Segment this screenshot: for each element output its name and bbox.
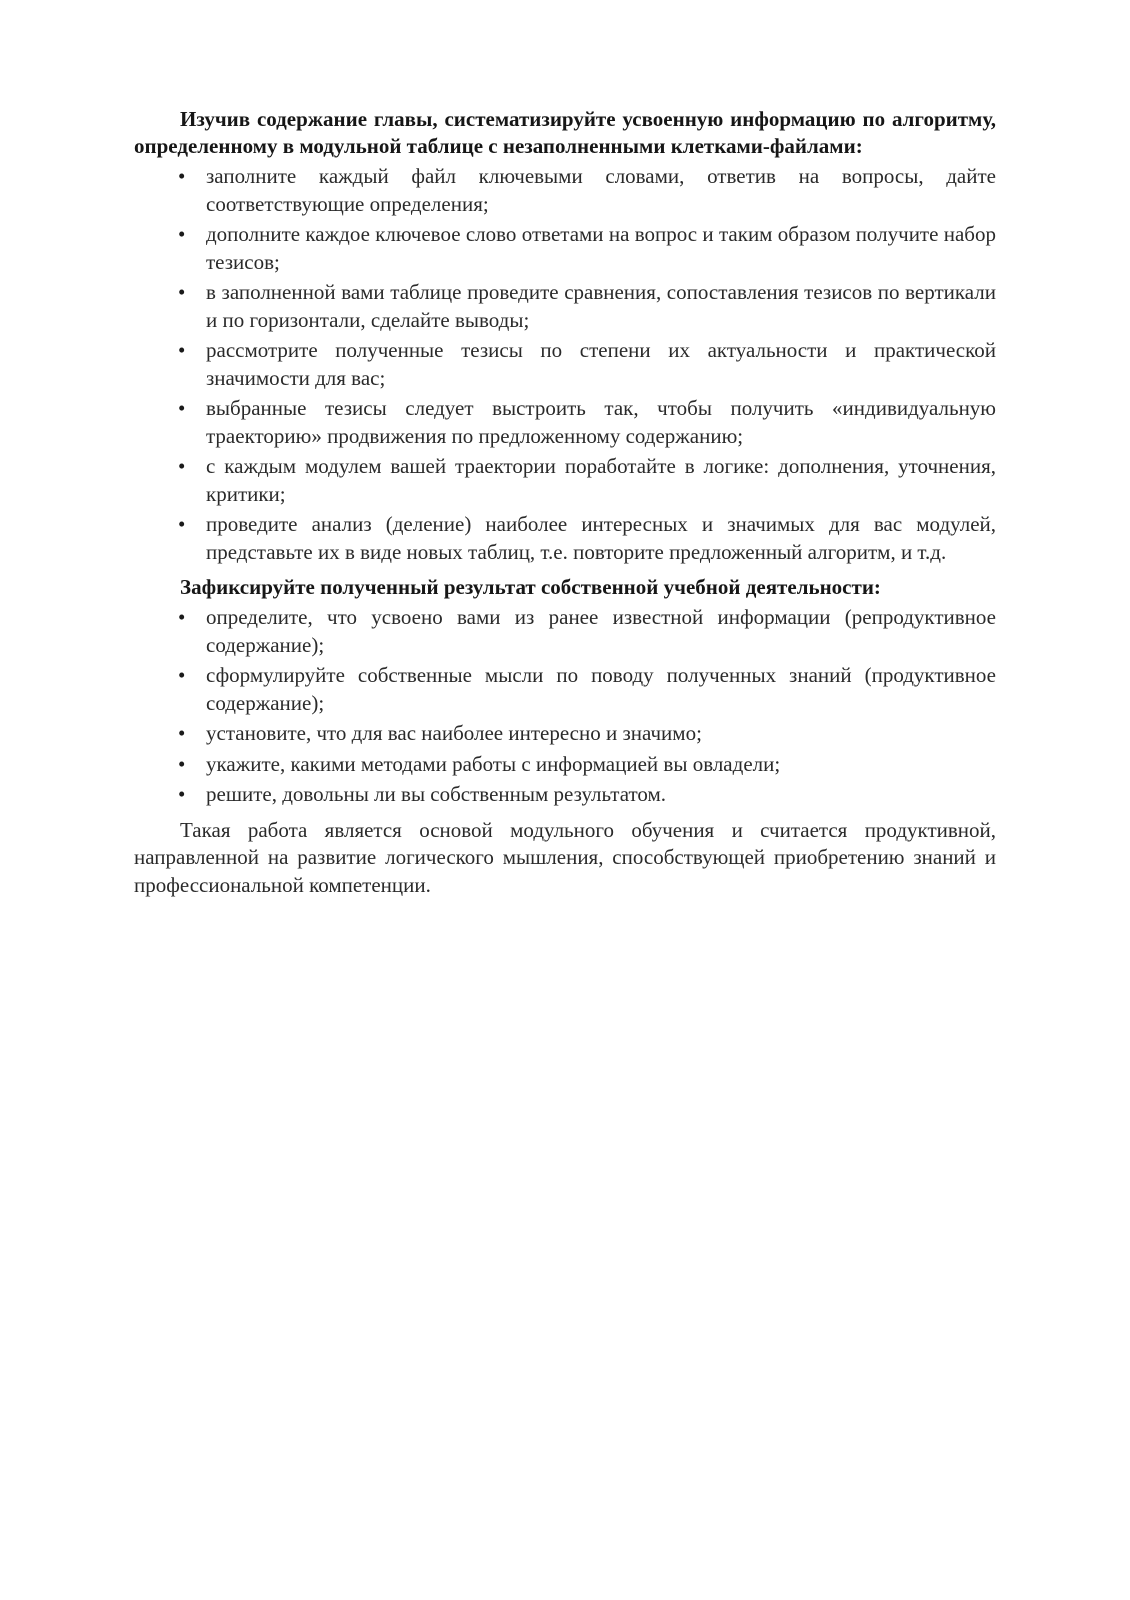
bullet-icon: •: [178, 396, 186, 420]
list-item: [178, 662, 996, 717]
document-page: [134, 106, 996, 899]
list-item: [178, 453, 996, 508]
list-item: [178, 720, 996, 748]
list-item: [178, 337, 996, 392]
list-item-text: рассмотрите полученные тезисы по степени их актуальности и практической значимости для вас;: [206, 338, 996, 390]
list-item: [178, 604, 996, 659]
list-item-text: установите, что для вас наиболее интересно и значимо;: [206, 721, 702, 745]
list-item-text: определите, что усвоено вами из ранее известной информации (репродуктивное содержание);: [206, 605, 996, 657]
list-item: [178, 751, 996, 779]
section1-list: [134, 163, 996, 566]
bullet-icon: •: [178, 751, 186, 776]
bullet-icon: •: [178, 280, 186, 304]
section2-heading: Зафиксируйте полученный результат собственной учебной деятельности:: [180, 575, 881, 599]
list-item-text: проведите анализ (деление) наиболее интересных и значимых для вас модулей, представьте их в виде новых таблиц, т.е. повторите предложенный алгоритм, и т.д.: [206, 512, 996, 564]
bullet-icon: •: [178, 663, 186, 687]
bullet-icon: •: [178, 721, 186, 745]
section1-heading: Изучив содержание главы, систематизируйте усвоенную информацию по алгоритму, определенному в модульной таблице с незаполненными клетками-файлами:: [134, 107, 996, 158]
list-item: [178, 221, 996, 276]
list-item: [178, 395, 996, 450]
list-item-text: сформулируйте собственные мысли по поводу полученных знаний (продуктивное содержание);: [206, 663, 996, 715]
list-item: [178, 511, 996, 566]
list-item: [178, 781, 996, 809]
list-item-text: укажите, какими методами работы с информацией вы овладели;: [206, 751, 781, 776]
list-item-text: с каждым модулем вашей траектории поработайте в логике: дополнения, уточнения, критики;: [206, 454, 996, 506]
list-item-text: заполните каждый файл ключевыми словами, ответив на вопросы, дайте соответствующие определения;: [206, 164, 996, 216]
closing-paragraph: Такая работа является основой модульного обучения и считается продуктивной, направленной на развитие логического мышления, способствующей приобретению знаний и профессиональной компетенции.: [134, 817, 996, 897]
list-item: [178, 279, 996, 334]
bullet-icon: •: [178, 338, 186, 362]
list-item-text: выбранные тезисы следует выстроить так, чтобы получить «индивидуальную траекторию» продвижения по предложенному содержанию;: [206, 396, 996, 448]
bullet-icon: •: [178, 222, 186, 246]
list-item-text: дополните каждое ключевое слово ответами на вопрос и таким образом получите набор тезисов;: [206, 222, 996, 274]
list-item-text: в заполненной вами таблице проведите сравнения, сопоставления тезисов по вертикали и по горизонтали, сделайте выводы;: [206, 280, 996, 332]
bullet-icon: •: [178, 454, 186, 478]
bullet-icon: •: [178, 164, 186, 188]
section2-list: [134, 604, 996, 809]
bullet-icon: •: [178, 605, 186, 629]
list-item-text: решите, довольны ли вы собственным результатом.: [206, 782, 667, 806]
list-item: [178, 163, 996, 218]
bullet-icon: •: [178, 512, 186, 536]
bullet-icon: •: [178, 782, 186, 806]
